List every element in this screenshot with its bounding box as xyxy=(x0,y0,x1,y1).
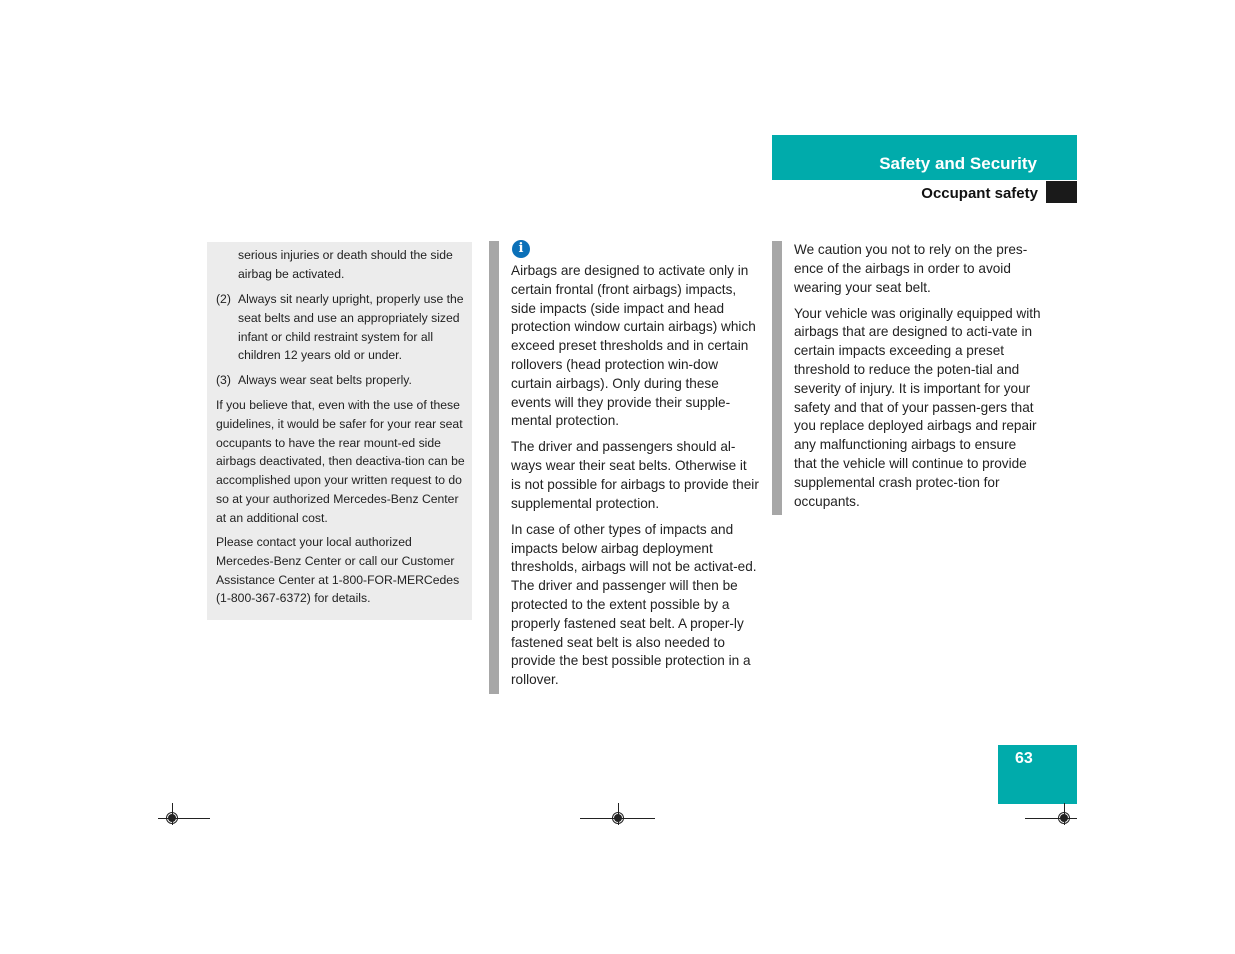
info-paragraph: Airbags are designed to activate only in certain frontal (front airbags) impacts, side impacts (side impact and head protection window curtain airbags) which exceed preset thresholds and in certain rollovers (head protection win-dow curtain airbags). Only during these events will they provide their supple-mental protection. xyxy=(511,263,756,429)
note-bar xyxy=(489,241,499,694)
list-item-number: (2) xyxy=(216,292,231,306)
sidebar-note-box xyxy=(207,242,472,620)
info-paragraph: In case of other types of impacts and impacts below airbag deployment thresholds, airbags will not be activat-ed. The driver and passenger will then be protected to the extent possible by a properly fastened seat belt. A proper-ly fastened seat belt is also needed to provide the best possible protection in a rollover. xyxy=(511,521,757,688)
info-note xyxy=(511,239,759,697)
note-bar xyxy=(772,241,782,515)
note-paragraph: Your vehicle was originally equipped with airbags that are designed to acti-vate in certain impacts exceeding a preset threshold to reduce the poten-tial and severity of injury. It is important for your safety and that of your passen-gers that you replace deployed airbags and repair any malfunctioning airbags to ensure that the vehicle will continue to provide supplemental crash protec-tion for occupants. xyxy=(794,305,1041,509)
crop-mark xyxy=(1050,803,1078,827)
warning-note xyxy=(794,241,1042,519)
subsection-title: Occupant safety xyxy=(921,185,1038,202)
info-icon: i xyxy=(512,240,530,258)
crop-mark xyxy=(604,803,656,827)
box-paragraph: Please contact your local authorized Mercedes-Benz Center or call our Customer Assistance Center at 1-800-FOR-MERCedes (1-800-367-6372) for details. xyxy=(216,535,460,606)
list-item-number: (3) xyxy=(216,373,231,387)
info-paragraph: The driver and passengers should al-ways wear their seat belts. Otherwise it is not possible for airbags to provide their supplemental protection. xyxy=(511,439,759,511)
continuation-text: serious injuries or death should the side airbag be activated. xyxy=(238,248,453,281)
list-item-text: Always sit nearly upright, properly use the seat belts and use an appropriately sized infant or child restraint system for all children 12 years old or under. xyxy=(238,292,464,363)
crop-mark xyxy=(158,803,210,827)
list-item-text: Always wear seat belts properly. xyxy=(238,373,412,387)
page-number-tab xyxy=(998,745,1077,804)
page-number: 63 xyxy=(1015,750,1033,767)
note-paragraph: We caution you not to rely on the pres-ence of the airbags in order to avoid wearing your seat belt. xyxy=(794,242,1028,295)
box-paragraph: If you believe that, even with the use of these guidelines, it would be safer for your rear seat occupants to have the rear mount-ed side airbags deactivated, then deactiva-tion can be accomplished upon your written request to do so at your authorized Mercedes-Benz Center at an additional cost. xyxy=(216,398,465,525)
section-title: Safety and Security xyxy=(879,154,1037,173)
section-tab xyxy=(772,135,1077,180)
section-marker xyxy=(1046,181,1077,203)
